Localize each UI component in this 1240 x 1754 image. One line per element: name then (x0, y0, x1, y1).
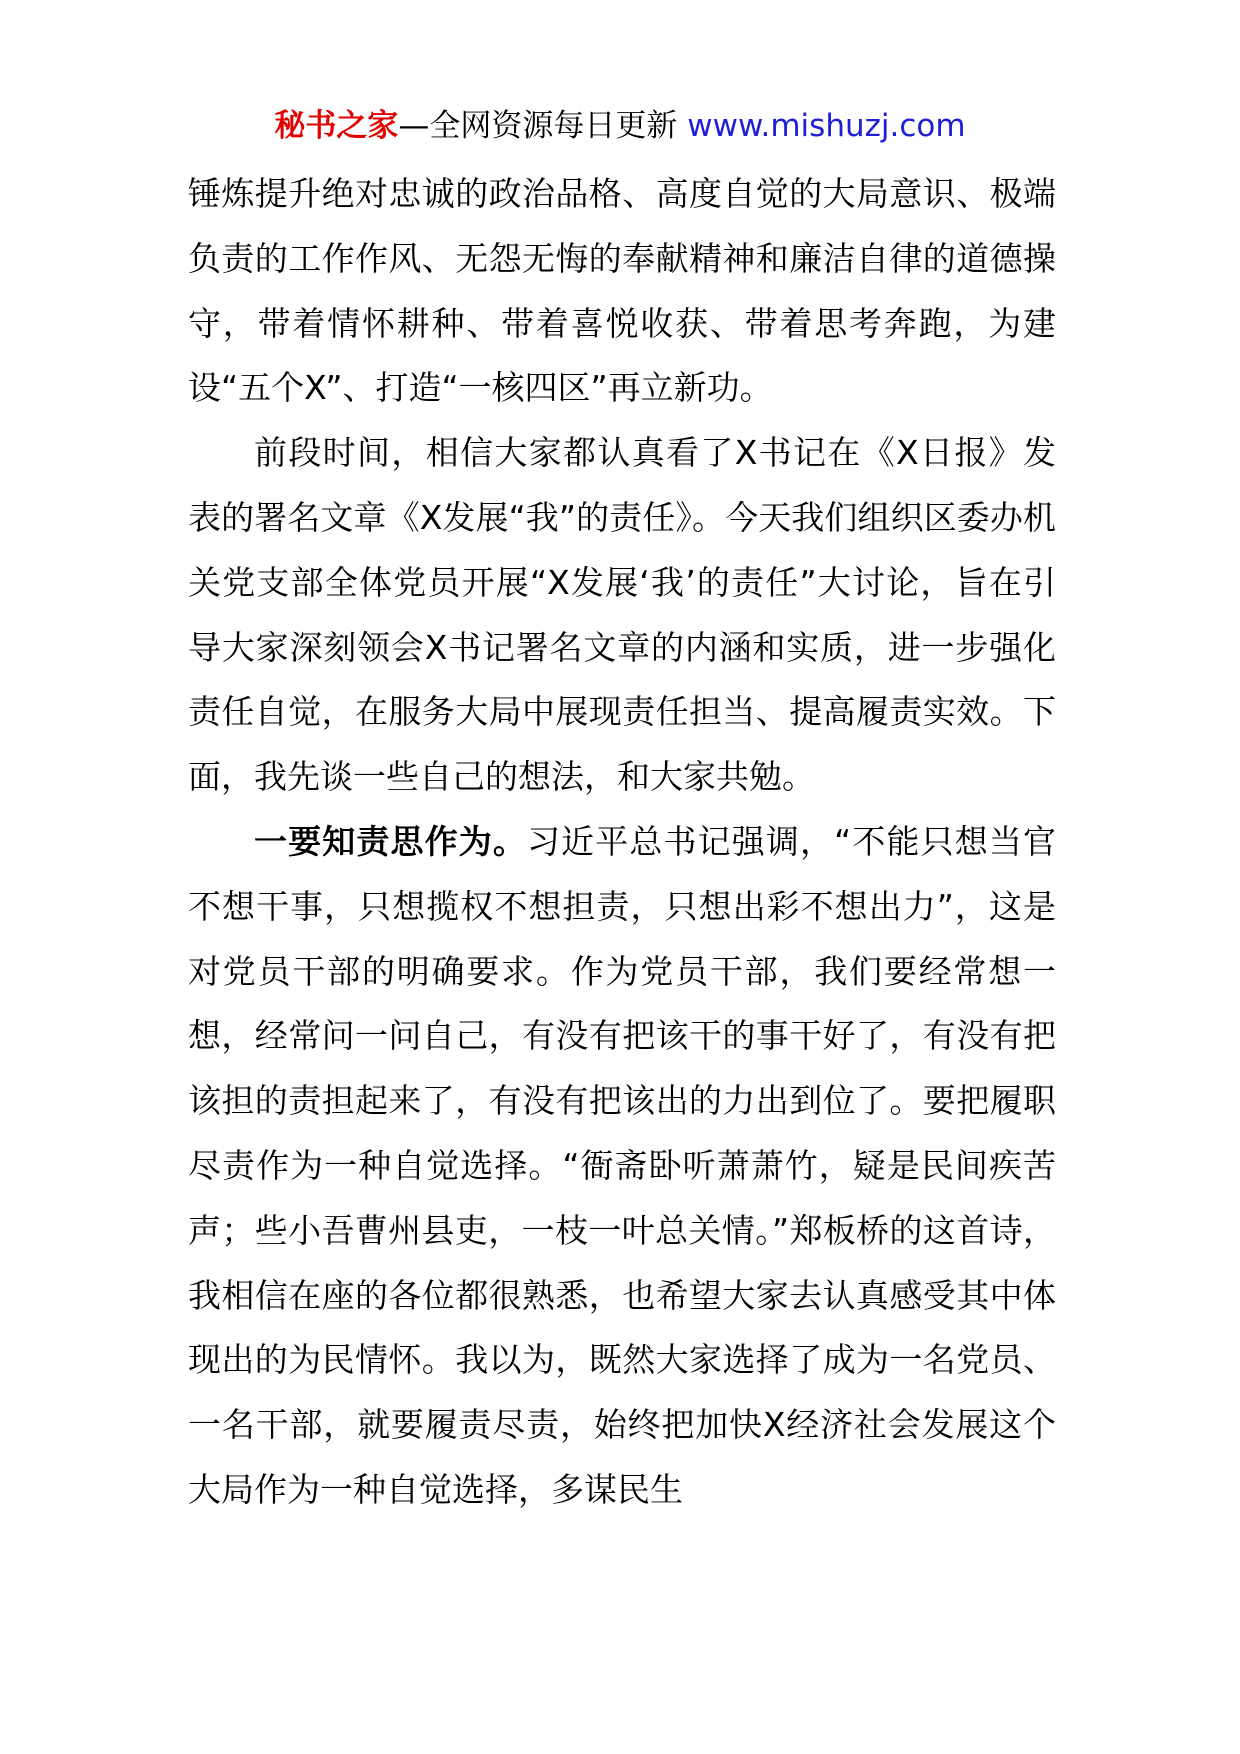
header-tagline: —全网资源每日更新 (398, 108, 688, 144)
paragraph-intro (188, 421, 1056, 810)
paragraph-text: 锤炼提升绝对忠诚的政治品格、高度自觉的大局意识、极端负责的工作作风、无怨无悔的奉献精神和廉洁自律的道德操守，带着情怀耕种、带着喜悦收获、带着思考奔跑，为建设“五个X”、打造“一核四区”再立新功。 (188, 174, 1056, 408)
section-heading: 一要知责思作为。 (254, 821, 528, 861)
paragraph-text: 前段时间，相信大家都认真看了X书记在《X日报》发表的署名文章《X发展“我”的责任》。今天我们组织区委办机关党支部全体党员开展“X发展‘我’的责任”大讨论，旨在引导大家深刻领会X书记署名文章的内涵和实质，进一步强化责任自觉，在服务大局中展现责任担当、提高履责实效。下面，我先谈一些自己的想法，和大家共勉。 (188, 433, 1056, 797)
document-body (188, 162, 1056, 1523)
paragraph-section-one (188, 810, 1056, 1523)
paragraph-text: 习近平总书记强调，“不能只想当官不想干事，只想揽权不想担责，只想出彩不想出力”，这是对党员干部的明确要求。作为党员干部，我们要经常想一想，经常问一问自己，有没有把该干的事干好了，有没有把该担的责担起来了，有没有把该出的力出到位了。要把履职尽责作为一种自觉选择。“衙斋卧听萧萧竹，疑是民间疾苦声；些小吾曹州县吏，一枝一叶总关情。”郑板桥的这首诗，我相信在座的各位都很熟悉，也希望大家去认真感受其中体现出的为民情怀。我以为，既然大家选择了成为一名党员、一名干部，就要履责尽责，始终把加快X经济社会发展这个大局作为一种自觉选择，多谋民生 (188, 821, 1056, 1509)
brand-name: 秘书之家 (274, 108, 399, 144)
paragraph-continuation (188, 162, 1056, 421)
site-url-link[interactable]: www.mishuzj.com (687, 108, 966, 144)
page-header (0, 104, 1240, 148)
